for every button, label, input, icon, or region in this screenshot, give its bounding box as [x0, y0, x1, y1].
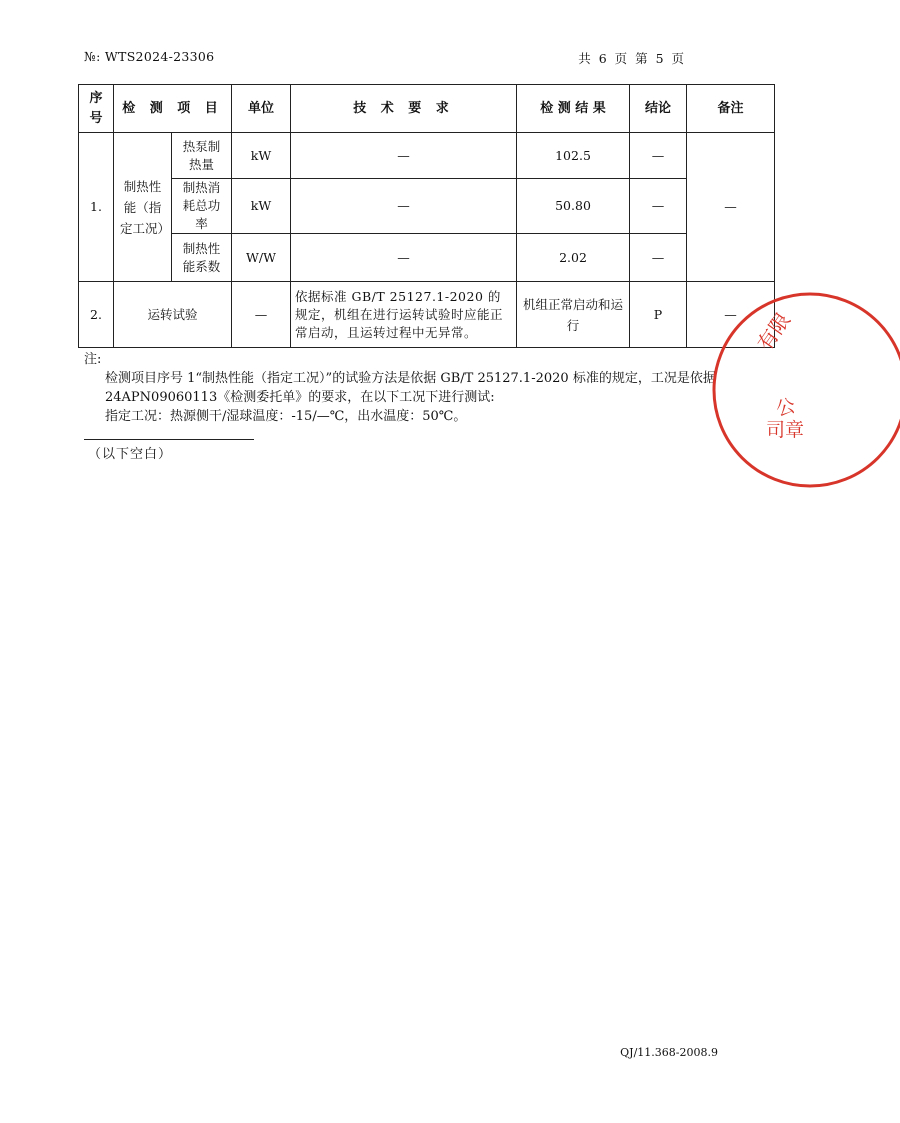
footer-form-code: QJ/11.368-2008.9 [620, 1046, 718, 1059]
notes-line-1: 检测项目序号 1“制热性能（指定工况）”的试验方法是依据 GB/T 25127.1-2020 标准的规定，工况是依据 24APN09060113《检测委托单》的要求，在以下工况下进行测试: [105, 371, 716, 405]
notes-title: 注: [84, 352, 102, 367]
report-number: №: WTS2024-23306 [84, 49, 215, 64]
header-unit: 单位 [232, 85, 291, 133]
seal-icon [700, 300, 900, 500]
test-results-table [78, 84, 775, 348]
unit-cell: kW [232, 179, 291, 234]
notes-section [84, 350, 724, 426]
sub-item: 热泵制热量 [172, 133, 232, 179]
requirement-cell: — [291, 133, 517, 179]
svg-text:公: 公 [773, 394, 798, 421]
group1-remark: — [687, 133, 775, 282]
result-cell: 50.80 [517, 179, 630, 234]
header-conclusion: 结论 [630, 85, 687, 133]
conclusion-cell: — [630, 179, 687, 234]
group2-result: 机组正常启动和运行 [517, 282, 630, 348]
unit-cell: W/W [232, 234, 291, 282]
header-remark: 备注 [687, 85, 775, 133]
group2-conclusion: P [630, 282, 687, 348]
conclusion-cell: — [630, 234, 687, 282]
result-cell: 102.5 [517, 133, 630, 179]
svg-text:有限: 有限 [752, 308, 796, 355]
divider-line [84, 439, 254, 440]
result-cell: 2.02 [517, 234, 630, 282]
requirement-cell: — [291, 179, 517, 234]
conclusion-cell: — [630, 133, 687, 179]
group1-seq: 1. [79, 133, 114, 282]
sub-item: 制热性能系数 [172, 234, 232, 282]
requirement-cell: — [291, 234, 517, 282]
notes-line-2: 指定工况：热源侧干/湿球温度：-15/—℃，出水温度：50℃。 [105, 409, 467, 424]
header-requirement: 技 术 要 求 [291, 85, 517, 133]
group2-requirement: 依据标准 GB/T 25127.1-2020 的规定，机组在进行运转试验时应能正常启动，且运转过程中无异常。 [291, 282, 517, 348]
header-seq: 序号 [79, 85, 114, 133]
company-seal-stamp [700, 300, 900, 500]
table-row [79, 179, 775, 234]
unit-cell: kW [232, 133, 291, 179]
group2-unit: — [232, 282, 291, 348]
group2-remark: — [687, 282, 775, 348]
table-header-row [79, 85, 775, 133]
table-row [79, 282, 775, 348]
table-row [79, 133, 775, 179]
svg-text:司章: 司章 [766, 419, 805, 441]
group2-name: 运转试验 [114, 282, 232, 348]
header-item: 检 测 项 目 [114, 85, 232, 133]
page-info: 共 6 页 第 5 页 [578, 51, 684, 66]
group1-name: 制热性能（指定工况） [114, 133, 172, 282]
sub-item: 制热消耗总功率 [172, 179, 232, 234]
header-result: 检 测 结 果 [517, 85, 630, 133]
table-row [79, 234, 775, 282]
blank-below-note: （以下空白） [88, 447, 173, 462]
group2-seq: 2. [79, 282, 114, 348]
